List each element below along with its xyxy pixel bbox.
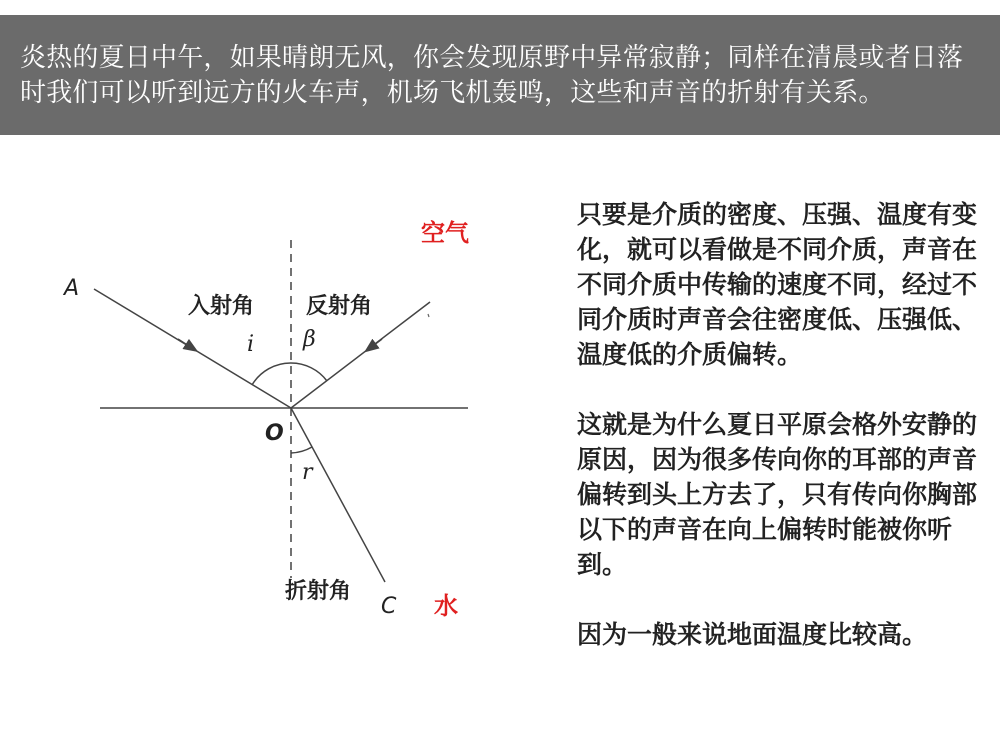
paragraph-summer-quiet: 这就是为什么夏日平原会格外安静的原因，因为很多传向你的耳部的声音偏转到头上方去了，只有传向你胸部以下的声音在向上偏转时能被你听到。 [577, 410, 978, 579]
incident-angle-label: 入射角 [188, 294, 255, 319]
paragraph-medium-change: 只要是介质的密度、压强、温度有变化，就可以看做是不同介质，声音在不同介质中传输的速度不同，经过不同介质时声音会往密度低、压强低、温度低的介质偏转。 [577, 200, 978, 369]
reflected-arrow-icon [370, 339, 382, 348]
refraction-angle-arc [291, 447, 312, 453]
paragraph-ground-temperature: 因为一般来说地面温度比较高。 [577, 620, 928, 649]
medium-bottom-label: 水 [434, 592, 458, 620]
symbol-r: r [302, 460, 313, 485]
point-c-label: C [381, 594, 397, 619]
point-o-label: O [265, 421, 284, 446]
incident-arrow-icon [178, 339, 192, 348]
incident-angle-arc [252, 363, 291, 385]
symbol-beta: β [303, 327, 316, 352]
symbol-i: i [247, 332, 255, 357]
medium-top-label: 空气 [421, 219, 469, 247]
reflection-angle-arc [291, 363, 327, 381]
banner-text: 炎热的夏日中午，如果晴朗无风，你会发现原野中异常寂静；同样在清晨或者日落时我们可以听到远方的火车声，机场飞机轰鸣，这些和声音的折射有关系。 [20, 43, 964, 108]
reflection-angle-label: 反射角 [306, 294, 373, 319]
point-a-label: A [64, 276, 80, 301]
refraction-angle-label: 折射角 [285, 579, 352, 604]
refracted-ray [291, 408, 385, 582]
explanation-panel [577, 197, 982, 652]
reflected-tick [428, 314, 429, 317]
